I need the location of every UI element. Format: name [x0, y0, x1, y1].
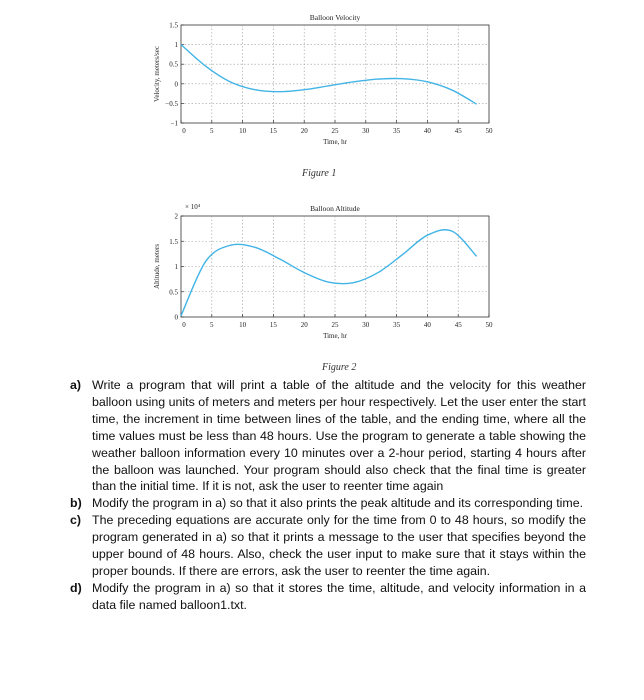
question-c [70, 512, 586, 580]
question-c-label: c) [70, 513, 82, 528]
question-b [70, 495, 586, 512]
x-tick-label: 5 [210, 321, 214, 329]
question-d-text: Modify the program in a) so that it stores the time, altitude, and velocity information in a data file named balloon1.txt. [92, 580, 586, 612]
series-line-velocity [181, 45, 477, 105]
x-tick-label: 35 [393, 321, 401, 329]
grid [181, 25, 489, 123]
x-tick-label: 25 [331, 321, 339, 329]
y-tick-label: −1 [170, 119, 178, 128]
y-axis-label: Velocity, meters/sec [153, 46, 161, 102]
x-tick-label: 15 [269, 127, 277, 135]
x-tick-label: 20 [300, 321, 308, 329]
x-tick-label: 50 [485, 321, 493, 329]
x-tick-label: 40 [423, 321, 431, 329]
figure-1-caption: Figure 1 [302, 168, 337, 179]
figure-2-caption: Figure 2 [322, 362, 357, 373]
x-axis-label: Time, hr [323, 138, 347, 146]
question-d-label: d) [70, 580, 82, 595]
question-a-text: Write a program that will print a table of the altitude and the velocity for this weather balloon using units of meters and meters per hour respectively. Let the user enter the start time, the increment in time between lines of the table, and the ending time, where all the time values must be less than 48 hours. Use the program to generate a table showing the weather balloon information every 10 minutes over a 2-hour period, starting 4 hours after the balloon was launched. Your program should also check that the final time is greater than the initial time. If it is not, ask the user to reenter time again [92, 378, 586, 494]
question-b-text: Modify the program in a) so that it also prints the peak altitude and its corresponding time. [92, 496, 584, 511]
y-tick-label: 1 [174, 263, 178, 271]
series-line-altitude [181, 230, 477, 316]
y-tick-label: 1 [174, 41, 178, 50]
x-tick-label: 35 [393, 127, 401, 135]
x-tick-label: 20 [300, 127, 308, 135]
figure-2-altitude-chart [0, 190, 644, 355]
question-c-text: The preceding equations are accurate only for the time from 0 to 48 hours, so modify the program generated in a) so that it prints a message to the user that specifies beyond the upper bound of 48 hours. Also, check the user input to make sure that it stays within the proper bounds. If there are errors, ask the user to reenter the time again. [92, 513, 586, 578]
x-tick-label: 15 [269, 321, 277, 329]
y-tick-label: 0.5 [169, 288, 178, 297]
x-tick-label: 0 [182, 321, 186, 329]
grid [181, 216, 489, 317]
y-tick-label: 0 [174, 313, 178, 322]
chart-title: Balloon Velocity [309, 13, 361, 22]
y-scale-label: × 10⁴ [185, 203, 201, 211]
x-tick-label: 40 [423, 127, 431, 135]
question-d [70, 580, 586, 614]
x-tick-label: 50 [485, 127, 493, 135]
x-tick-label: 45 [454, 321, 462, 329]
question-a-label: a) [70, 378, 82, 392]
y-tick-label: −0.5 [165, 99, 178, 108]
y-tick-label: 0.5 [169, 60, 178, 69]
figure-1-velocity-chart [0, 0, 644, 190]
question-b-label: b) [70, 496, 82, 511]
x-tick-label: 0 [182, 127, 186, 135]
x-axis-label: Time, hr [323, 332, 347, 340]
question-a [70, 377, 586, 495]
x-tick-label: 25 [331, 127, 339, 135]
x-tick-label: 45 [454, 127, 462, 135]
chart-title: Balloon Altitude [310, 204, 360, 213]
x-tick-label: 30 [362, 127, 370, 135]
y-tick-label: 2 [174, 212, 178, 221]
y-tick-label: 0 [174, 80, 178, 89]
question-list [70, 377, 586, 614]
x-tick-label: 10 [239, 321, 247, 329]
y-axis-label: Altitude, meters [153, 243, 161, 290]
x-tick-label: 5 [210, 127, 214, 135]
y-tick-label: 1.5 [169, 21, 178, 30]
x-tick-label: 30 [362, 321, 370, 329]
y-tick-label: 1.5 [169, 237, 178, 246]
x-tick-label: 10 [239, 127, 247, 135]
